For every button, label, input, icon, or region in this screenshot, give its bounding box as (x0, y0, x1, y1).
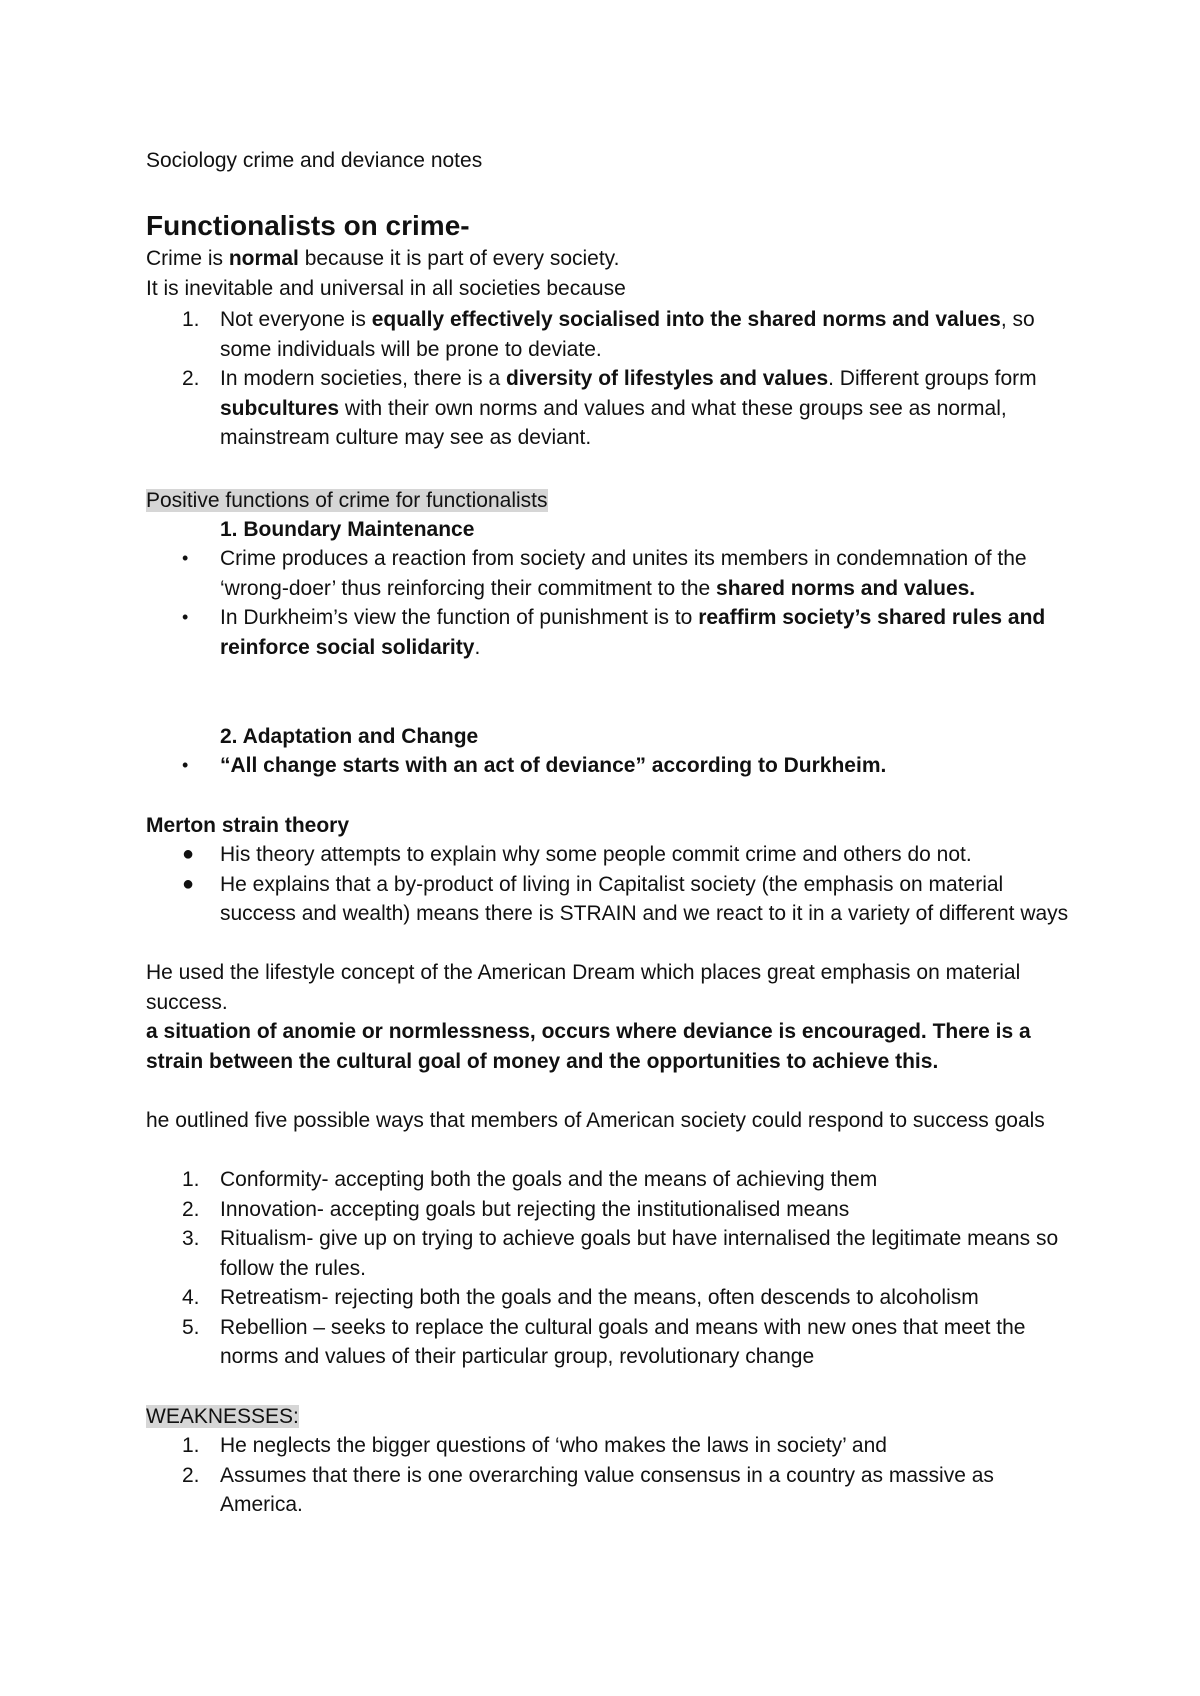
merton-bullets (146, 840, 1076, 929)
bullet-marker: • (182, 607, 189, 627)
list-number: 1. (182, 308, 200, 331)
list-item (146, 751, 1076, 781)
paragraph-line: It is inevitable and universal in all societies because (146, 276, 626, 300)
positive-functions-section (146, 486, 1076, 516)
list-item (146, 364, 1076, 453)
list-number: 2. (182, 1197, 200, 1221)
text-run: He neglects the bigger questions of ‘who makes the laws in society’ and (220, 1434, 887, 1457)
text-run: because it is part of every society. (298, 247, 620, 270)
text-run: Assumes that there is one overarching value consensus in a country as massive as America. (220, 1463, 994, 1516)
text-run: Conformity- accepting both the goals and the means of achieving them (220, 1168, 878, 1191)
list-item-text (220, 603, 1076, 662)
text-run: with their own norms and values and what these groups see as normal, mainstream culture may see as deviant. (220, 396, 1007, 449)
list-item-text (220, 870, 1076, 929)
text-run: He explains that a by-product of living in Capitalist society (the emphasis on material success and wealth) means there is STRAIN and we react to it in a variety of different ways (220, 872, 1069, 925)
list-item (146, 1431, 1076, 1461)
bullet-marker: • (182, 548, 189, 568)
list-number: 2. (182, 367, 200, 390)
weaknesses-heading: WEAKNESSES: (146, 1405, 299, 1428)
list-number: 3. (182, 1227, 200, 1250)
document-title: Sociology crime and deviance notes (146, 149, 483, 172)
text-run: . (474, 635, 481, 659)
weaknesses-list (146, 1431, 1076, 1520)
adaptation-bullets (146, 751, 1076, 781)
bold-text: “All change starts with an act of deviance” according to Durkheim. (220, 754, 887, 777)
text-run: Ritualism- give up on trying to achieve goals but have internalised the legitimate means so follow the rules. (220, 1227, 1059, 1280)
text-run: Not everyone is (220, 308, 372, 331)
bullet-marker: ● (182, 872, 195, 895)
list-item-text (220, 364, 1076, 453)
bullet-marker: ● (182, 843, 195, 865)
text-run: Innovation- accepting goals but rejecting the institutionalised means (220, 1197, 850, 1221)
merton-heading: Merton strain theory (146, 814, 350, 837)
text-run: Retreatism- rejecting both the goals and the means, often descends to alcoholism (220, 1286, 979, 1309)
list-item-text (220, 1461, 1076, 1520)
text-run: In Durkheim’s view the function of punishment is to (220, 606, 699, 629)
text-run: Crime is (146, 247, 229, 270)
list-item-text (220, 305, 1076, 364)
five-ways-paragraph: he outlined five possible ways that members of American society could respond to success goals (146, 1109, 1045, 1132)
adaptation-change-heading: 2. Adaptation and Change (220, 725, 479, 748)
list-item-text (220, 1283, 1076, 1313)
highlighted-subheading: Positive functions of crime for functionalists (146, 489, 548, 512)
bold-text: diversity of lifestyles and values (505, 367, 829, 390)
list-item-text (220, 1224, 1076, 1283)
rich-line (146, 244, 1076, 274)
bold-text: shared norms and values. (716, 576, 976, 600)
list-item-text (220, 544, 1076, 603)
american-dream-paragraph: He used the lifestyle concept of the American Dream which places great emphasis on material success. (146, 961, 1021, 1014)
list-number: 1. (182, 1434, 200, 1457)
list-item-text (220, 1313, 1076, 1372)
bold-text: equally effectively socialised into the shared norms and values (371, 308, 1001, 331)
text-run: , so some individuals will be prone to deviate. (220, 308, 1035, 361)
list-item-text (220, 840, 1076, 870)
weaknesses-section (146, 1402, 1076, 1432)
list-item (146, 1195, 1076, 1225)
text-run: In modern societies, there is a (220, 367, 506, 390)
bullet-marker: • (182, 755, 189, 775)
text-run: Crime produces a reaction from society and unites its members in condemnation of the ‘wrong-doer’ thus reinforcing their commitment to the (220, 547, 1027, 600)
list-item (146, 1461, 1076, 1520)
five-ways-intro (146, 1106, 1076, 1136)
list-number: 4. (182, 1286, 200, 1309)
list-item (146, 1165, 1076, 1195)
list-item-text (220, 1195, 1076, 1225)
list-item-text (220, 1431, 1076, 1461)
list-item (146, 544, 1076, 603)
list-item-text (220, 1165, 1076, 1195)
list-number: 5. (182, 1315, 200, 1339)
document-title-block (146, 146, 1076, 176)
section-heading: Functionalists on crime- (146, 210, 470, 241)
list-number: 1. (182, 1168, 200, 1191)
bold-text: normal (228, 247, 299, 270)
reasons-list (146, 305, 1076, 453)
list-item (146, 1224, 1076, 1283)
anomie-paragraph: a situation of anomie or normlessness, occurs where deviance is encouraged. There is a strain between the cultural goal of money and the opportunities to achieve this. (146, 1020, 1031, 1073)
text-run: Rebellion – seeks to replace the cultural goals and means with new ones that meet the norms and values of their particular group, revolutionary change (220, 1315, 1026, 1368)
list-item-text (220, 751, 1076, 781)
text-run: His theory attempts to explain why some people commit crime and others do not. (220, 843, 972, 866)
bold-text: reaffirm society’s shared rules and reinforce social solidarity (220, 606, 1046, 659)
list-item (146, 840, 1076, 870)
boundary-maintenance-heading: 1. Boundary Maintenance (220, 518, 475, 541)
functionalists-section (146, 208, 1076, 303)
list-item (146, 1283, 1076, 1313)
list-number: 2. (182, 1463, 200, 1487)
text-run: . Different groups form (828, 367, 1037, 390)
merton-paragraphs (146, 958, 1076, 1076)
list-item (146, 603, 1076, 662)
boundary-bullets (146, 544, 1076, 662)
list-item (146, 305, 1076, 364)
list-item (146, 870, 1076, 929)
list-item (146, 1313, 1076, 1372)
merton-section (146, 811, 1076, 841)
responses-list (146, 1165, 1076, 1372)
bold-text: subcultures (220, 396, 340, 420)
